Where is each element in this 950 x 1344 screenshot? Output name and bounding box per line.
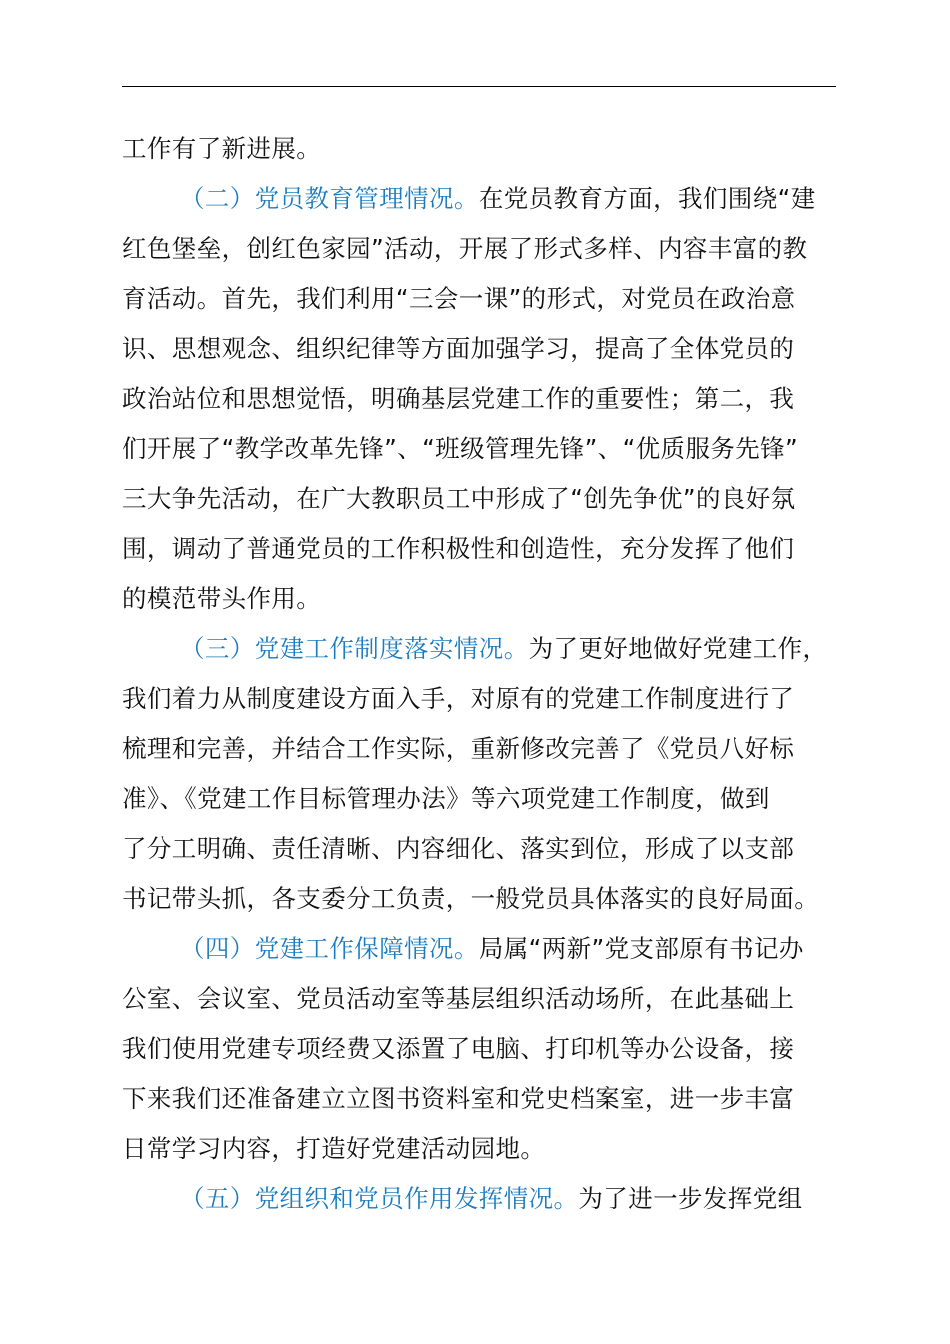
section-heading-4: （四）党建工作保障情况。 (180, 934, 479, 963)
header-rule (122, 86, 836, 87)
paragraph-2-line-2: 红色堡垒，创红色家园”活动，开展了形式多样、内容丰富的教 (122, 234, 808, 263)
paragraph-4-line-3: 我们使用党建专项经费又添置了电脑、打印机等办公设备，接 (122, 1034, 795, 1063)
paragraph-4-line-4: 下来我们还准备建立立图书资料室和党史档案室，进一步丰富 (122, 1084, 795, 1113)
paragraph-2-line-3: 育活动。首先，我们利用“三会一课”的形式，对党员在政治意 (122, 284, 796, 313)
section-heading-2: （二）党员教育管理情况。 (180, 184, 479, 213)
paragraph-2-line-9: 的模范带头作用。 (122, 584, 322, 613)
paragraph-4-line-5: 日常学习内容，打造好党建活动园地。 (122, 1134, 546, 1163)
paragraph-2-line-7: 三大争先活动，在广大教职员工中形成了“创先争优”的良好氛 (122, 484, 796, 513)
paragraph-2-line-8: 围，调动了普通党员的工作积极性和创造性，充分发挥了他们 (122, 534, 795, 563)
paragraph-5-line-1: （五）党组织和党员作用发挥情况。为了进一步发挥党组 (180, 1184, 803, 1213)
paragraph-3-line-5: 了分工明确、责任清晰、内容细化、落实到位，形成了以支部 (122, 834, 795, 863)
paragraph-2-line-6: 们开展了“教学改革先锋”、“班级管理先锋”、“优质服务先锋” (122, 434, 799, 463)
paragraph-1-line-1: 工作有了新进展。 (122, 134, 322, 163)
paragraph-3-line-2: 我们着力从制度建设方面入手，对原有的党建工作制度进行了 (122, 684, 795, 713)
paragraph-2-line-5: 政治站位和思想觉悟，明确基层党建工作的重要性；第二，我 (122, 384, 795, 413)
paragraph-3-line-1: （三）党建工作制度落实情况。为了更好地做好党建工作， (180, 634, 828, 663)
paragraph-2-line-4: 识、思想观念、组织纪律等方面加强学习，提高了全体党员的 (122, 334, 795, 363)
paragraph-3-line-3: 梳理和完善，并结合工作实际，重新修改完善了《党员八好标 (122, 734, 795, 763)
section-heading-5: （五）党组织和党员作用发挥情况。 (180, 1184, 579, 1213)
paragraph-4-line-1: （四）党建工作保障情况。局属“两新”党支部原有书记办 (180, 934, 804, 963)
section-heading-3: （三）党建工作制度落实情况。 (180, 634, 529, 663)
paragraph-2-line-1: （二）党员教育管理情况。在党员教育方面，我们围绕“建 (180, 184, 816, 213)
paragraph-3-line-4: 准》、《党建工作目标管理办法》等六项党建工作制度，做到 (122, 784, 770, 813)
paragraph-3-line-6: 书记带头抓，各支委分工负责，一般党员具体落实的良好局面。 (122, 884, 820, 913)
paragraph-4-line-2: 公室、会议室、党员活动室等基层组织活动场所，在此基础上 (122, 984, 795, 1013)
body-text (122, 124, 858, 1224)
